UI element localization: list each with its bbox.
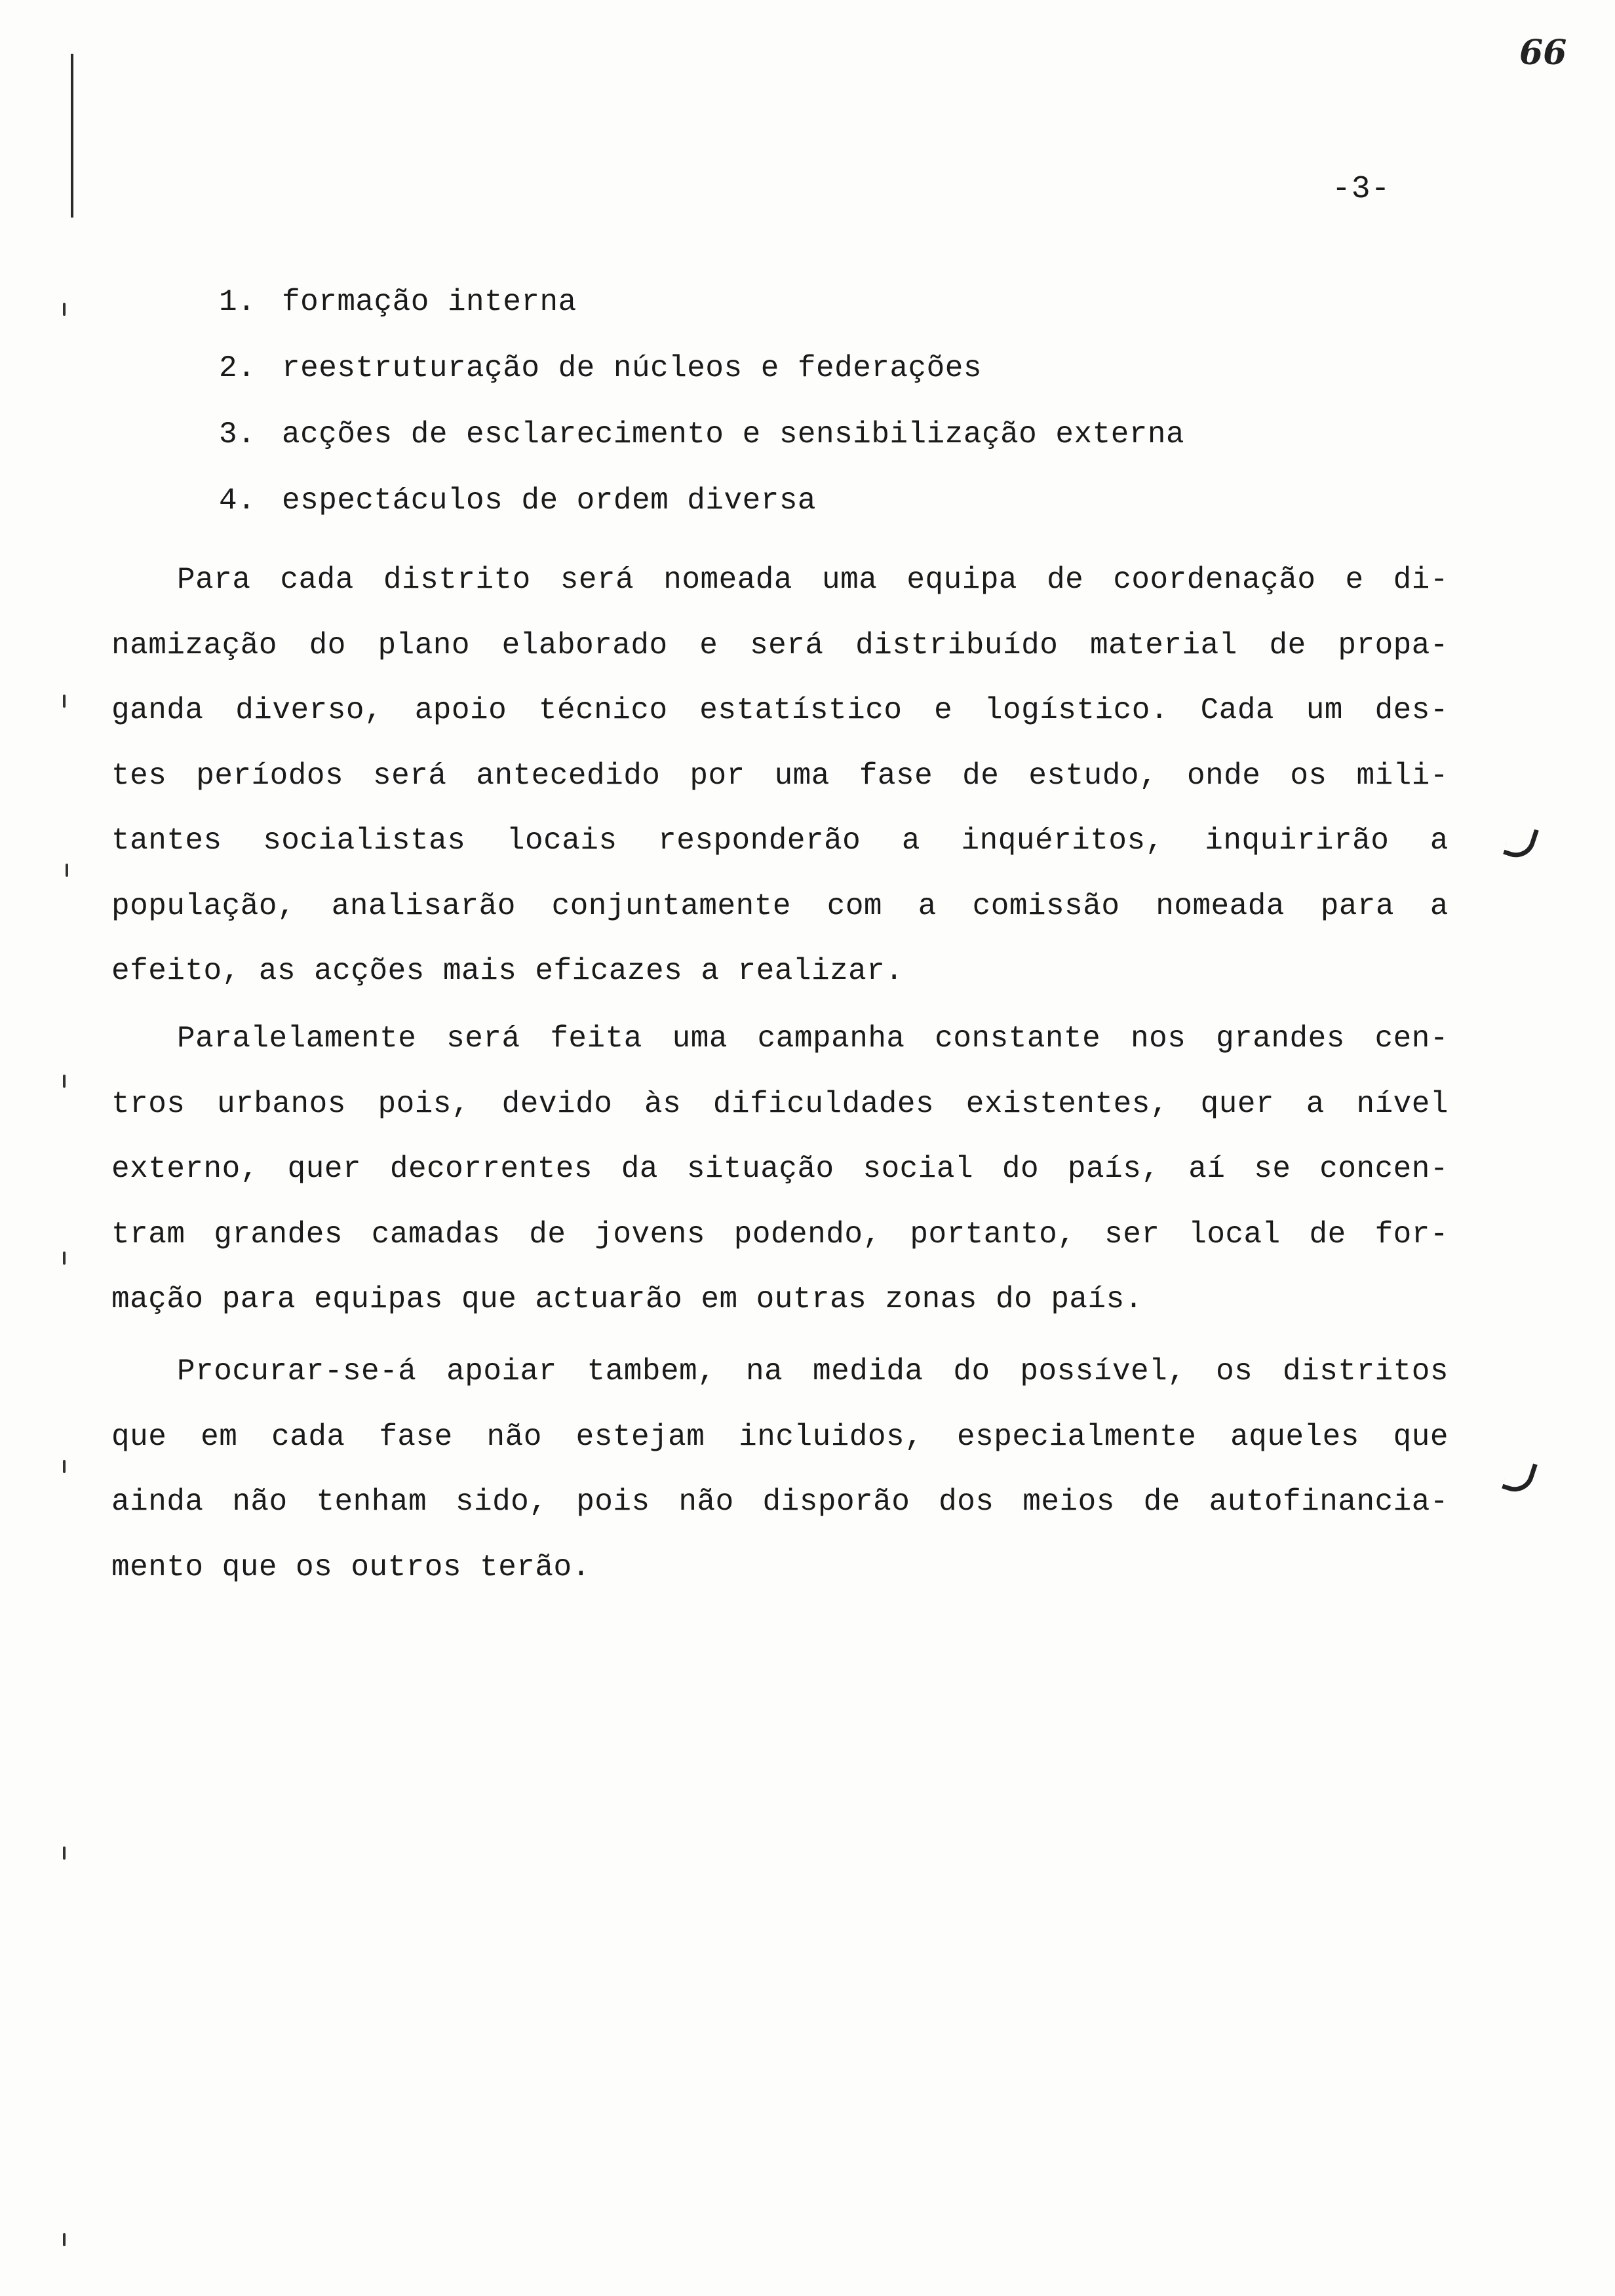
paragraph-line: população, analisarão conjuntamente com a comissão nomeada para a	[111, 889, 1449, 923]
paragraph-line: ainda não tenham sido, pois não disporão dos meios de autofinancia-	[111, 1485, 1449, 1519]
margin-mark	[63, 303, 66, 316]
list-item-number: 3.	[219, 417, 256, 451]
paragraph	[111, 1006, 1449, 1333]
list-item	[219, 419, 1184, 450]
paragraph-line: mento que os outros terão.	[111, 1550, 591, 1584]
paragraph-line: tantes socialistas locais responderão a inquéritos, inquirirão a	[111, 824, 1449, 858]
folio-number: 66	[1519, 33, 1567, 73]
paragraph-line: tros urbanos pois, devido às dificuldades existentes, quer a nível	[111, 1086, 1449, 1121]
paragraph-line: Procurar-se-á apoiar tambem, na medida do possível, os distritos	[177, 1354, 1449, 1388]
paragraph	[111, 548, 1449, 1004]
paragraph-line: Paralelamente será feita uma campanha constante nos grandes cen-	[177, 1022, 1449, 1056]
list-item-text: acções de esclarecimento e sensibilização externa	[282, 417, 1185, 451]
paragraph-line: que em cada fase não estejam incluidos, especialmente aqueles que	[111, 1419, 1449, 1454]
paragraph-line: Para cada distrito será nomeada uma equipa de coordenação e di-	[177, 563, 1449, 597]
list-item-text: reestruturação de núcleos e federações	[282, 351, 982, 385]
paragraph-line: namização do plano elaborado e será distribuído material de propa-	[111, 628, 1449, 662]
list-item	[219, 353, 1184, 383]
margin-mark	[66, 864, 68, 877]
margin-mark	[63, 1460, 66, 1473]
paragraph	[111, 1339, 1449, 1600]
paragraph-line: tram grandes camadas de jovens podendo, portanto, ser local de for-	[111, 1217, 1449, 1252]
margin-mark	[63, 1252, 66, 1265]
list-item-text: espectáculos de ordem diversa	[282, 484, 817, 518]
ink-mark	[1503, 822, 1539, 862]
paragraph-line: ganda diverso, apoio técnico estatístico e logístico. Cada um des-	[111, 693, 1449, 727]
margin-rule	[71, 54, 73, 218]
list-item-number: 4.	[219, 484, 256, 518]
margin-mark	[63, 2233, 66, 2246]
list-item	[219, 486, 1184, 516]
page-number: -3-	[1332, 172, 1391, 207]
paragraph-line: tes períodos será antecedido por uma fase de estudo, onde os mili-	[111, 758, 1449, 793]
margin-mark	[63, 1846, 66, 1860]
list-item-number: 2.	[219, 351, 256, 385]
list-item	[219, 287, 1184, 317]
list-item-number: 1.	[219, 285, 256, 319]
numbered-list	[219, 287, 1184, 552]
ink-mark	[1502, 1457, 1538, 1497]
margin-mark	[63, 1075, 66, 1088]
list-item-text: formação interna	[282, 285, 577, 319]
margin-mark	[63, 695, 66, 708]
paragraph-line: externo, quer decorrentes da situação social do país, aí se concen-	[111, 1152, 1449, 1186]
paragraph-line: mação para equipas que actuarão em outras zonas do país.	[111, 1282, 1143, 1316]
paragraph-line: efeito, as acções mais eficazes a realizar.	[111, 954, 904, 988]
